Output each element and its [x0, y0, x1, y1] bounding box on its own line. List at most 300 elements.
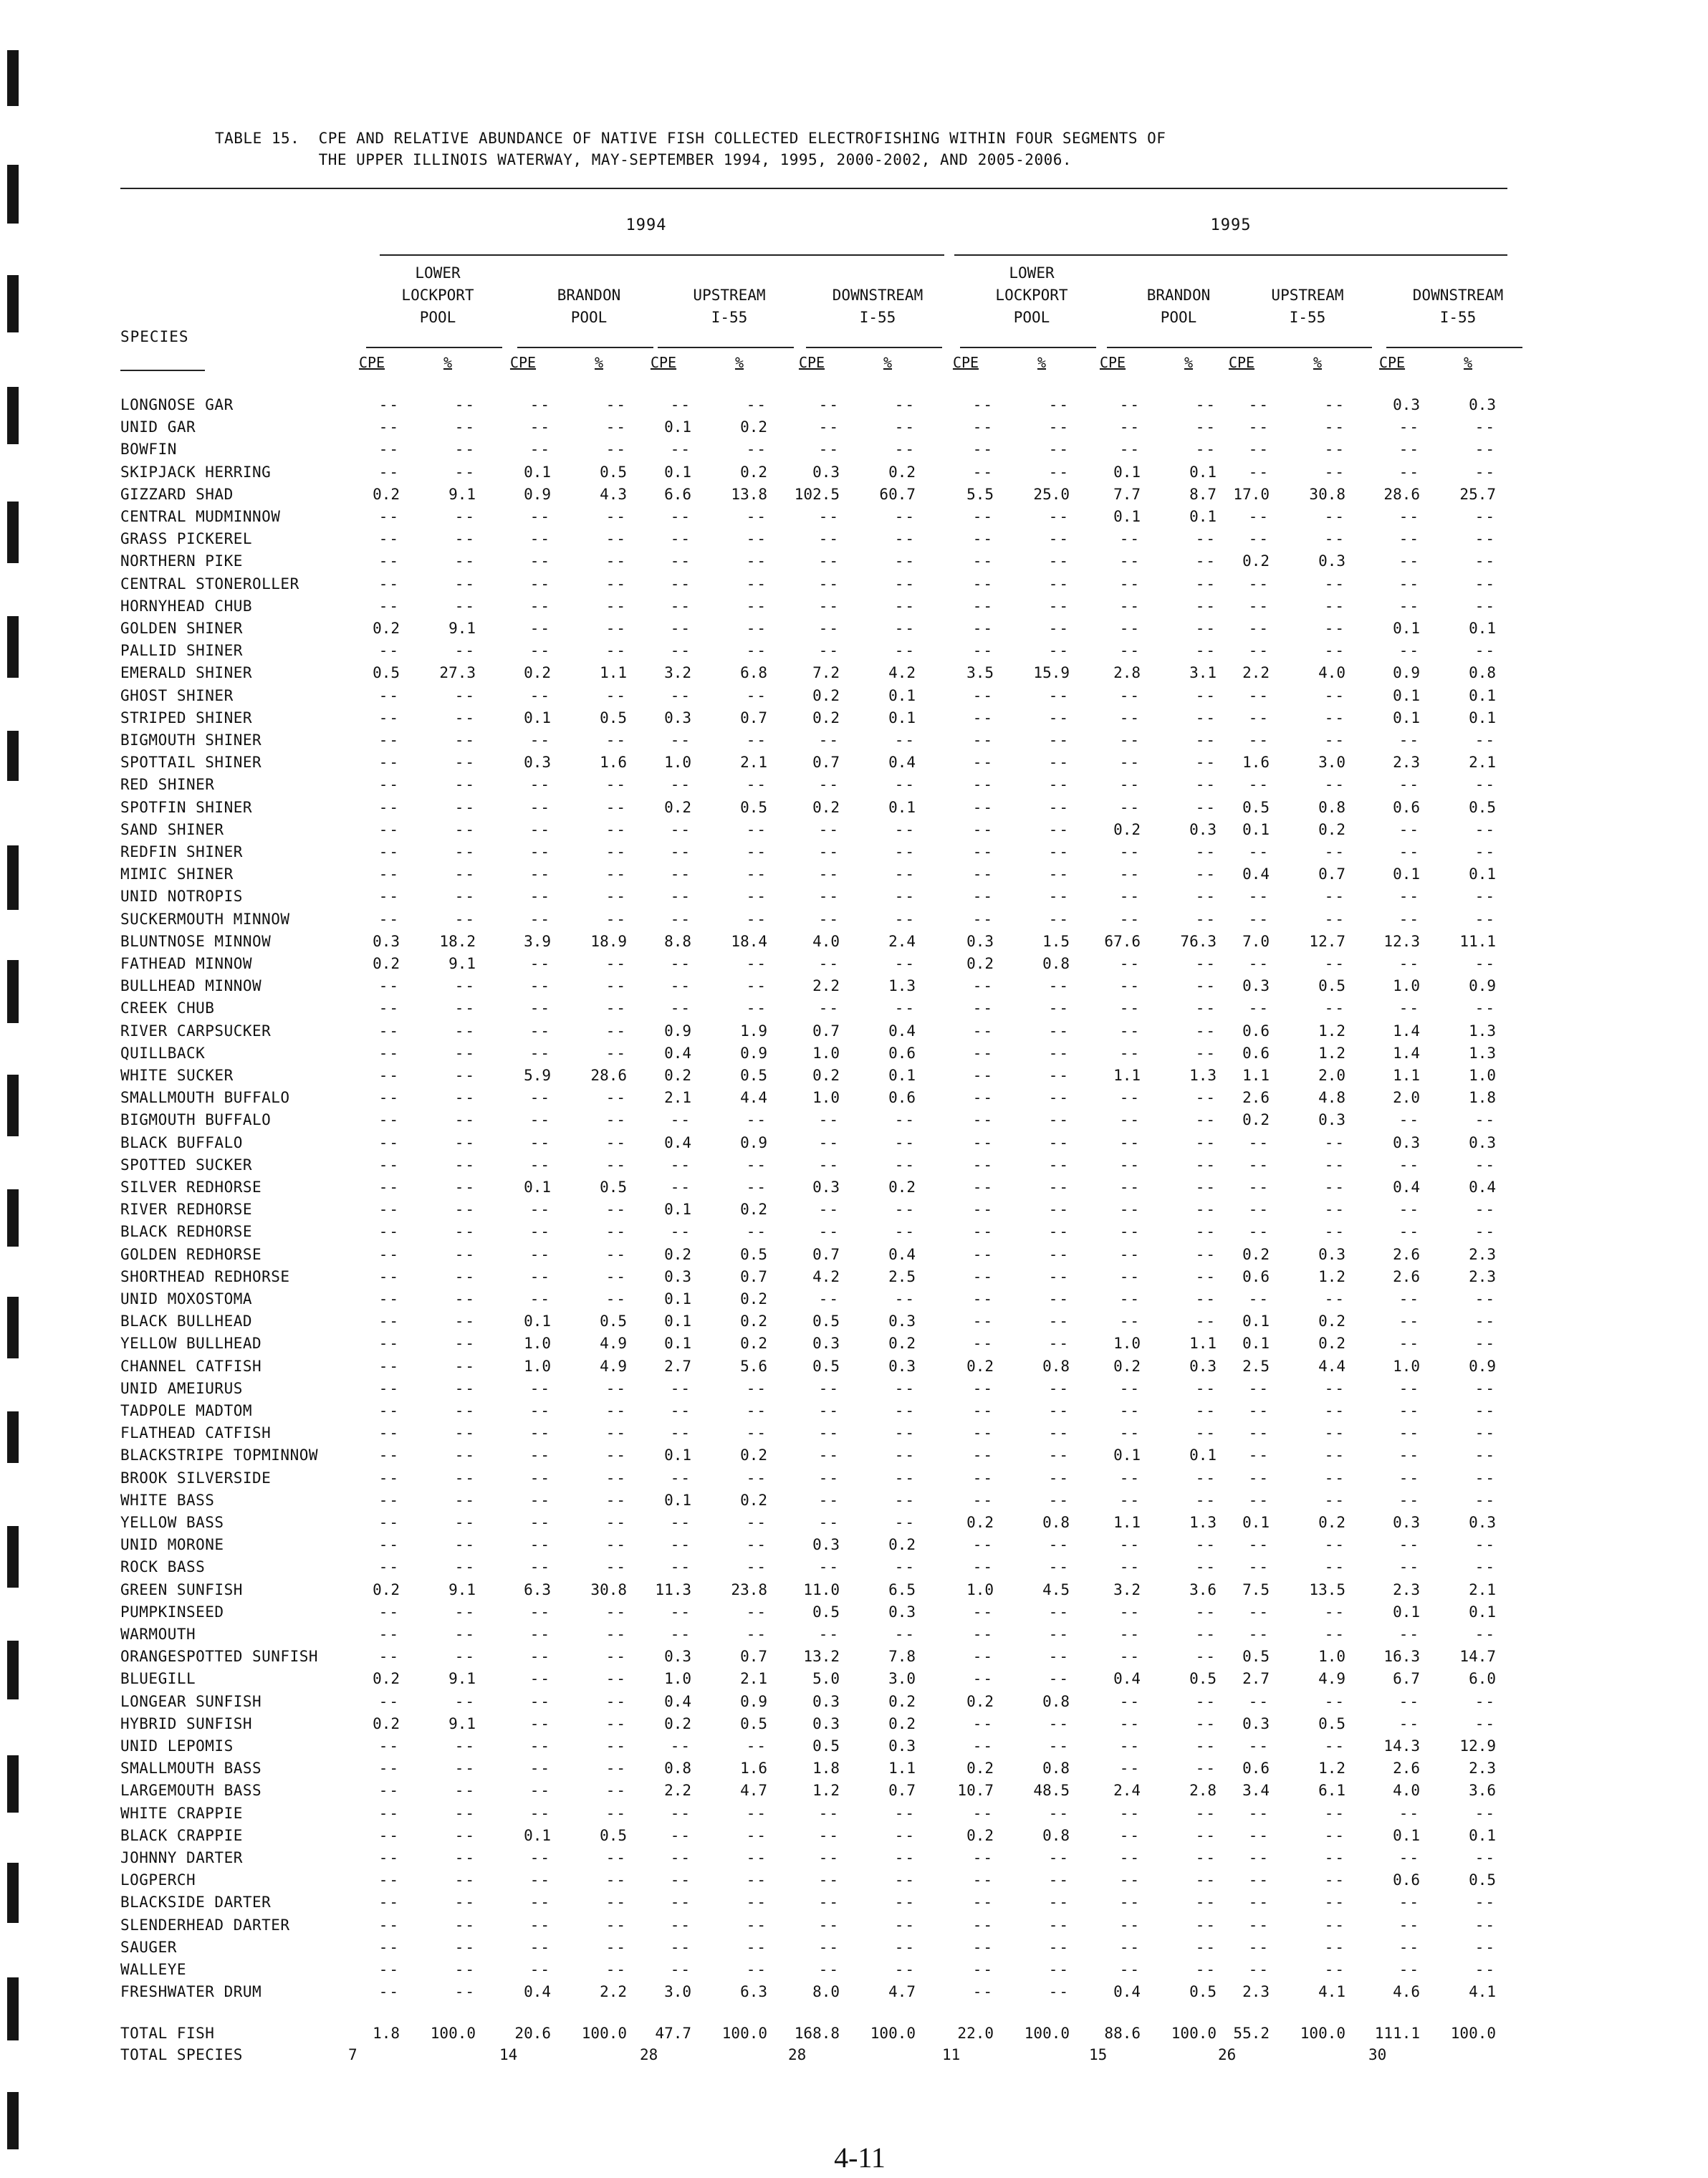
percent-cell: -- — [1324, 1626, 1345, 1643]
percent-cell: 2.1 — [1469, 1581, 1496, 1598]
percent-cell: -- — [1195, 799, 1217, 816]
cpe-cell: 0.7 — [812, 754, 840, 771]
percent-cell: -- — [454, 776, 476, 793]
cpe-cell: -- — [670, 552, 691, 570]
percent-cell: -- — [605, 1894, 627, 1911]
percent-cell: -- — [1048, 1290, 1070, 1308]
cpe-cell: -- — [1398, 1335, 1420, 1352]
cpe-cell: 0.5 — [812, 1603, 840, 1621]
cpe-cell: -- — [1119, 1022, 1141, 1040]
cpe-cell: 8.0 — [812, 1983, 840, 2000]
cpe-cell: -- — [378, 776, 400, 793]
cpe-cell: 2.2 — [812, 977, 840, 994]
percent-cell: -- — [454, 642, 476, 659]
percent-cell: -- — [894, 441, 916, 458]
cpe-cell: -- — [378, 1805, 400, 1822]
species-name: BLACK BUFFALO — [120, 1134, 243, 1151]
table-row — [0, 1447, 1708, 1469]
percent-cell: -- — [1324, 418, 1345, 436]
cpe-cell: -- — [818, 911, 840, 928]
binder-hole-mark — [7, 165, 19, 224]
cpe-cell: 0.1 — [1113, 464, 1141, 481]
segment-rule — [806, 347, 942, 348]
cpe-cell: -- — [1119, 1737, 1141, 1755]
cpe-cell: -- — [818, 1961, 840, 1978]
percent-cell: -- — [1195, 955, 1217, 972]
species-name: RIVER REDHORSE — [120, 1201, 253, 1218]
percent-cell: -- — [1048, 1089, 1070, 1106]
percent-cell: -- — [1324, 1737, 1345, 1755]
percent-cell: 9.1 — [448, 1715, 476, 1732]
species-name: SPOTTAIL SHINER — [120, 754, 262, 771]
species-name: UNID LEPOMIS — [120, 1737, 234, 1755]
cpe-cell: 0.6 — [1242, 1045, 1270, 1062]
percent-cell: -- — [1474, 1201, 1496, 1218]
species-name: UNID MORONE — [120, 1536, 224, 1553]
percent-cell: -- — [454, 1760, 476, 1777]
percent-cell: -- — [1048, 620, 1070, 637]
cpe-subheader: CPE — [952, 354, 979, 371]
percent-cell: -- — [454, 687, 476, 704]
cpe-cell: -- — [529, 1782, 551, 1799]
segment-header: UPSTREAM I-55 — [1271, 287, 1344, 326]
percent-cell: -- — [454, 1558, 476, 1575]
percent-cell: -- — [1048, 1983, 1070, 2000]
percent-cell: -- — [454, 1067, 476, 1084]
species-name: SILVER REDHORSE — [120, 1179, 262, 1196]
cpe-cell: 3.5 — [966, 664, 994, 681]
percent-cell: -- — [1048, 1849, 1070, 1866]
cpe-cell: -- — [529, 1290, 551, 1308]
cpe-cell: -- — [670, 1894, 691, 1911]
cpe-cell: -- — [972, 1469, 994, 1487]
percent-cell: 6.5 — [888, 1581, 916, 1598]
cpe-cell: -- — [1398, 1223, 1420, 1240]
percent-cell: 0.1 — [1189, 464, 1217, 481]
percent-cell: -- — [454, 1402, 476, 1419]
species-name: WHITE CRAPPIE — [120, 1805, 243, 1822]
segment-rule — [960, 347, 1096, 348]
percent-cell: -- — [1324, 1179, 1345, 1196]
percent-cell: -- — [605, 418, 627, 436]
cpe-cell: -- — [1119, 530, 1141, 547]
cpe-cell: -- — [378, 1290, 400, 1308]
cpe-cell: -- — [378, 1894, 400, 1911]
year-1995-header: 1995 — [1210, 216, 1252, 234]
percent-cell: -- — [1324, 1849, 1345, 1866]
table-row — [0, 799, 1708, 821]
percent-cell: -- — [1195, 1603, 1217, 1621]
cpe-cell: -- — [378, 1961, 400, 1978]
cpe-cell: -- — [818, 1380, 840, 1397]
percent-cell: 18.2 — [439, 933, 476, 950]
percent-cell: 13.5 — [1309, 1581, 1345, 1598]
percent-cell: 0.7 — [740, 709, 767, 726]
cpe-cell: 0.2 — [664, 1246, 691, 1263]
percent-cell: 0.2 — [888, 1715, 916, 1732]
cpe-cell: -- — [1398, 508, 1420, 525]
percent-cell: 2.3 — [1469, 1760, 1496, 1777]
percent-cell: -- — [1048, 888, 1070, 905]
percent-cell: -- — [1048, 1424, 1070, 1441]
percent-cell: 9.1 — [448, 1581, 476, 1598]
cpe-cell: -- — [1119, 1201, 1141, 1218]
cpe-cell: -- — [972, 1492, 994, 1509]
percent-cell: 4.4 — [740, 1089, 767, 1106]
table-row — [0, 1067, 1708, 1089]
percent-cell: -- — [1195, 1380, 1217, 1397]
species-name: SLENDERHEAD DARTER — [120, 1916, 290, 1934]
cpe-cell: 0.3 — [812, 1536, 840, 1553]
percent-cell: -- — [1474, 530, 1496, 547]
percent-cell: -- — [746, 1871, 767, 1889]
percent-cell: 0.1 — [1469, 1827, 1496, 1844]
percent-cell: 0.2 — [1318, 1335, 1345, 1352]
cpe-cell: 102.5 — [794, 486, 840, 503]
table-row — [0, 1939, 1708, 1961]
percent-cell: 8.7 — [1189, 486, 1217, 503]
percent-cell: -- — [454, 396, 476, 413]
cpe-cell: 0.1 — [1113, 1447, 1141, 1464]
cpe-cell: -- — [972, 865, 994, 883]
percent-cell: 0.8 — [1042, 1514, 1070, 1531]
percent-subheader: % — [1313, 354, 1323, 371]
cpe-cell: -- — [670, 1111, 691, 1128]
table-row — [0, 1089, 1708, 1111]
percent-cell: -- — [1048, 977, 1070, 994]
percent-cell: 4.5 — [1042, 1581, 1070, 1598]
percent-cell: -- — [746, 1469, 767, 1487]
percent-cell: -- — [1048, 552, 1070, 570]
species-name: YELLOW BULLHEAD — [120, 1335, 262, 1352]
percent-cell: -- — [454, 1849, 476, 1866]
percent-cell: -- — [1048, 1134, 1070, 1151]
percent-cell: -- — [1048, 1201, 1070, 1218]
cpe-cell: -- — [1119, 799, 1141, 816]
cpe-cell: -- — [529, 1939, 551, 1956]
percent-cell: -- — [1195, 687, 1217, 704]
percent-cell: 0.5 — [1318, 1715, 1345, 1732]
cpe-cell: -- — [670, 1603, 691, 1621]
cpe-cell: -- — [1119, 1134, 1141, 1151]
percent-cell: -- — [1324, 396, 1345, 413]
cpe-cell: 0.1 — [1393, 1827, 1420, 1844]
percent-cell: -- — [894, 396, 916, 413]
cpe-cell: 0.1 — [664, 1201, 691, 1218]
cpe-cell: -- — [972, 1067, 994, 1084]
cpe-cell: -- — [529, 1268, 551, 1285]
cpe-cell: -- — [670, 977, 691, 994]
percent-subheader: % — [443, 354, 453, 371]
percent-cell: -- — [1195, 1290, 1217, 1308]
species-name: WALLEYE — [120, 1961, 187, 1978]
cpe-cell: -- — [1248, 598, 1270, 615]
percent-cell: -- — [605, 776, 627, 793]
cpe-cell: -- — [1398, 1961, 1420, 1978]
percent-cell: -- — [454, 1358, 476, 1375]
percent-cell: 0.1 — [1469, 620, 1496, 637]
percent-cell: -- — [454, 1894, 476, 1911]
percent-cell: -- — [1048, 1871, 1070, 1889]
cpe-cell: -- — [378, 396, 400, 413]
percent-cell: 4.7 — [888, 1983, 916, 2000]
percent-cell: -- — [746, 888, 767, 905]
cpe-cell: -- — [1119, 955, 1141, 972]
percent-cell: -- — [894, 821, 916, 838]
percent-cell: -- — [894, 1827, 916, 1844]
cpe-cell: -- — [1248, 1805, 1270, 1822]
percent-cell: -- — [605, 1737, 627, 1755]
cpe-cell: -- — [972, 575, 994, 593]
percent-cell: -- — [454, 1022, 476, 1040]
cpe-cell: -- — [972, 464, 994, 481]
species-name: JOHNNY DARTER — [120, 1849, 243, 1866]
table-row — [0, 1402, 1708, 1424]
cpe-cell: 1.0 — [812, 1045, 840, 1062]
cpe-cell: 0.2 — [812, 687, 840, 704]
percent-subheader: % — [1037, 354, 1047, 371]
cpe-cell: -- — [972, 1558, 994, 1575]
species-name: TOTAL SPECIES — [120, 2046, 243, 2063]
cpe-cell: -- — [1248, 955, 1270, 972]
cpe-cell: -- — [529, 1648, 551, 1665]
cpe-cell: 0.2 — [966, 1760, 994, 1777]
cpe-cell: 0.1 — [664, 1447, 691, 1464]
percent-cell: -- — [1324, 1693, 1345, 1710]
percent-subheader: % — [594, 354, 604, 371]
percent-cell: 6.0 — [1469, 1670, 1496, 1687]
cpe-cell: -- — [378, 1089, 400, 1106]
cpe-cell: 2.3 — [1242, 1983, 1270, 2000]
table-row — [0, 911, 1708, 933]
percent-cell: -- — [894, 1447, 916, 1464]
cpe-cell: -- — [378, 843, 400, 860]
percent-cell: -- — [894, 552, 916, 570]
percent-cell: 0.2 — [740, 1201, 767, 1218]
cpe-cell: 0.4 — [1113, 1983, 1141, 2000]
percent-cell: -- — [1195, 441, 1217, 458]
cpe-cell: -- — [818, 1290, 840, 1308]
cpe-cell: -- — [1119, 1894, 1141, 1911]
percent-cell: 1.6 — [600, 754, 627, 771]
percent-cell: -- — [894, 1849, 916, 1866]
cpe-cell: 2.8 — [1113, 664, 1141, 681]
percent-cell: 100.0 — [1171, 2025, 1217, 2042]
cpe-cell: 0.2 — [812, 1067, 840, 1084]
table-row — [0, 1961, 1708, 1983]
cpe-cell: -- — [818, 821, 840, 838]
segment-header: UPSTREAM I-55 — [693, 287, 766, 326]
percent-cell: -- — [746, 396, 767, 413]
table-row — [0, 552, 1708, 575]
cpe-cell: 0.3 — [812, 464, 840, 481]
percent-cell: -- — [1048, 1715, 1070, 1732]
percent-cell: -- — [1474, 1402, 1496, 1419]
percent-cell: -- — [1324, 642, 1345, 659]
table-row — [0, 1737, 1708, 1760]
cpe-cell: 0.8 — [664, 1760, 691, 1777]
cpe-cell: 0.3 — [664, 1648, 691, 1665]
percent-cell: 6.8 — [740, 664, 767, 681]
cpe-cell: 6.3 — [524, 1581, 551, 1598]
percent-cell: -- — [454, 1514, 476, 1531]
percent-cell: -- — [1474, 1469, 1496, 1487]
cpe-cell: 1.8 — [812, 1760, 840, 1777]
percent-cell: 0.8 — [1318, 799, 1345, 816]
cpe-cell: -- — [529, 1894, 551, 1911]
cpe-cell: 0.3 — [524, 754, 551, 771]
cpe-cell: -- — [972, 598, 994, 615]
cpe-cell: -- — [670, 1849, 691, 1866]
cpe-cell: -- — [972, 620, 994, 637]
percent-cell: -- — [746, 598, 767, 615]
percent-cell: -- — [1195, 1894, 1217, 1911]
cpe-cell: -- — [378, 1558, 400, 1575]
percent-cell: -- — [454, 1916, 476, 1934]
cpe-cell: -- — [972, 1424, 994, 1441]
cpe-cell: -- — [1248, 1871, 1270, 1889]
species-name: HORNYHEAD CHUB — [120, 598, 253, 615]
cpe-cell: -- — [1248, 776, 1270, 793]
percent-cell: -- — [746, 552, 767, 570]
cpe-cell: -- — [378, 911, 400, 928]
percent-cell: -- — [605, 1760, 627, 1777]
percent-cell: -- — [454, 464, 476, 481]
table-row — [0, 1871, 1708, 1894]
percent-cell: 4.7 — [740, 1782, 767, 1799]
cpe-cell: -- — [378, 1514, 400, 1531]
percent-cell: -- — [894, 911, 916, 928]
cpe-cell: -- — [972, 709, 994, 726]
cpe-cell: -- — [529, 999, 551, 1017]
cpe-cell: -- — [1248, 642, 1270, 659]
cpe-cell: 5.9 — [524, 1067, 551, 1084]
percent-cell: 0.5 — [600, 1179, 627, 1196]
cpe-cell: 1.0 — [664, 754, 691, 771]
percent-cell: 60.7 — [879, 486, 916, 503]
percent-cell: 1.3 — [1189, 1067, 1217, 1084]
cpe-cell: -- — [972, 1335, 994, 1352]
cpe-cell: -- — [972, 1894, 994, 1911]
cpe-cell: -- — [1119, 552, 1141, 570]
cpe-cell: -- — [1398, 1626, 1420, 1643]
cpe-cell: -- — [529, 1111, 551, 1128]
percent-cell: -- — [894, 1201, 916, 1218]
cpe-cell: -- — [670, 999, 691, 1017]
cpe-cell: -- — [1119, 977, 1141, 994]
percent-cell: -- — [1474, 1961, 1496, 1978]
cpe-cell: -- — [529, 441, 551, 458]
percent-cell: -- — [746, 508, 767, 525]
cpe-cell: 111.1 — [1374, 2025, 1420, 2042]
species-name: LONGNOSE GAR — [120, 396, 234, 413]
percent-cell: -- — [894, 1916, 916, 1934]
percent-cell: -- — [746, 843, 767, 860]
percent-cell: 100.0 — [581, 2025, 627, 2042]
percent-cell: -- — [1048, 709, 1070, 726]
percent-cell: -- — [1048, 464, 1070, 481]
species-name: SAUGER — [120, 1939, 177, 1956]
percent-cell: 2.1 — [1469, 754, 1496, 771]
table-row — [0, 1223, 1708, 1245]
cpe-cell: -- — [670, 441, 691, 458]
cpe-cell: 2.2 — [664, 1782, 691, 1799]
percent-cell: -- — [1474, 1290, 1496, 1308]
cpe-cell: 1.4 — [1393, 1022, 1420, 1040]
cpe-cell: 1.0 — [812, 1089, 840, 1106]
percent-cell: 0.1 — [1469, 865, 1496, 883]
percent-cell: 6.3 — [740, 1983, 767, 2000]
species-name: GHOST SHINER — [120, 687, 234, 704]
cpe-cell: 1.1 — [1113, 1514, 1141, 1531]
percent-cell: 4.3 — [600, 486, 627, 503]
cpe-cell: -- — [378, 1983, 400, 2000]
percent-cell: -- — [1048, 1268, 1070, 1285]
cpe-cell: -- — [1398, 1894, 1420, 1911]
cpe-cell: -- — [1248, 464, 1270, 481]
cpe-cell: 0.4 — [524, 1983, 551, 2000]
cpe-cell: -- — [1119, 1111, 1141, 1128]
percent-cell: 0.9 — [1469, 1358, 1496, 1375]
species-name: BLACKSTRIPE TOPMINNOW — [120, 1447, 319, 1464]
percent-cell: -- — [605, 1246, 627, 1263]
percent-cell: -- — [605, 1380, 627, 1397]
cpe-cell: 0.5 — [812, 1313, 840, 1330]
percent-cell: 6.1 — [1318, 1782, 1345, 1799]
percent-cell: 7.8 — [888, 1648, 916, 1665]
percent-cell: -- — [1048, 1916, 1070, 1934]
percent-cell: -- — [1474, 1693, 1496, 1710]
table-row — [0, 843, 1708, 865]
species-name: SPOTTED SUCKER — [120, 1156, 253, 1174]
cpe-cell: -- — [529, 552, 551, 570]
percent-cell: -- — [605, 865, 627, 883]
cpe-cell: -- — [972, 1939, 994, 1956]
cpe-cell: -- — [378, 1603, 400, 1621]
table-row — [0, 888, 1708, 910]
cpe-cell: -- — [1398, 821, 1420, 838]
cpe-cell: 0.2 — [664, 799, 691, 816]
percent-cell: -- — [605, 1715, 627, 1732]
cpe-cell: -- — [972, 1849, 994, 1866]
percent-cell: -- — [1195, 1201, 1217, 1218]
cpe-cell: -- — [378, 1871, 400, 1889]
percent-cell: -- — [605, 1089, 627, 1106]
percent-cell: -- — [894, 642, 916, 659]
cpe-cell: -- — [1119, 642, 1141, 659]
percent-cell: 0.3 — [1318, 1246, 1345, 1263]
species-name: LONGEAR SUNFISH — [120, 1693, 262, 1710]
percent-cell: 0.3 — [1189, 1358, 1217, 1375]
percent-cell: -- — [1474, 731, 1496, 749]
percent-cell: -- — [1324, 620, 1345, 637]
percent-cell: 1.2 — [1318, 1760, 1345, 1777]
cpe-cell: -- — [1248, 620, 1270, 637]
segment-header: DOWNSTREAM I-55 — [832, 287, 923, 326]
percent-cell: -- — [1048, 1603, 1070, 1621]
percent-cell: 2.3 — [1469, 1268, 1496, 1285]
percent-cell: 0.9 — [740, 1693, 767, 1710]
cpe-cell: -- — [1398, 1469, 1420, 1487]
cpe-cell: -- — [529, 888, 551, 905]
cpe-cell: -- — [972, 1045, 994, 1062]
cpe-cell: -- — [529, 731, 551, 749]
percent-cell: -- — [1195, 999, 1217, 1017]
cpe-cell: -- — [1248, 1492, 1270, 1509]
percent-cell: -- — [1048, 1022, 1070, 1040]
percent-cell: 2.0 — [1318, 1067, 1345, 1084]
percent-cell: -- — [454, 1380, 476, 1397]
